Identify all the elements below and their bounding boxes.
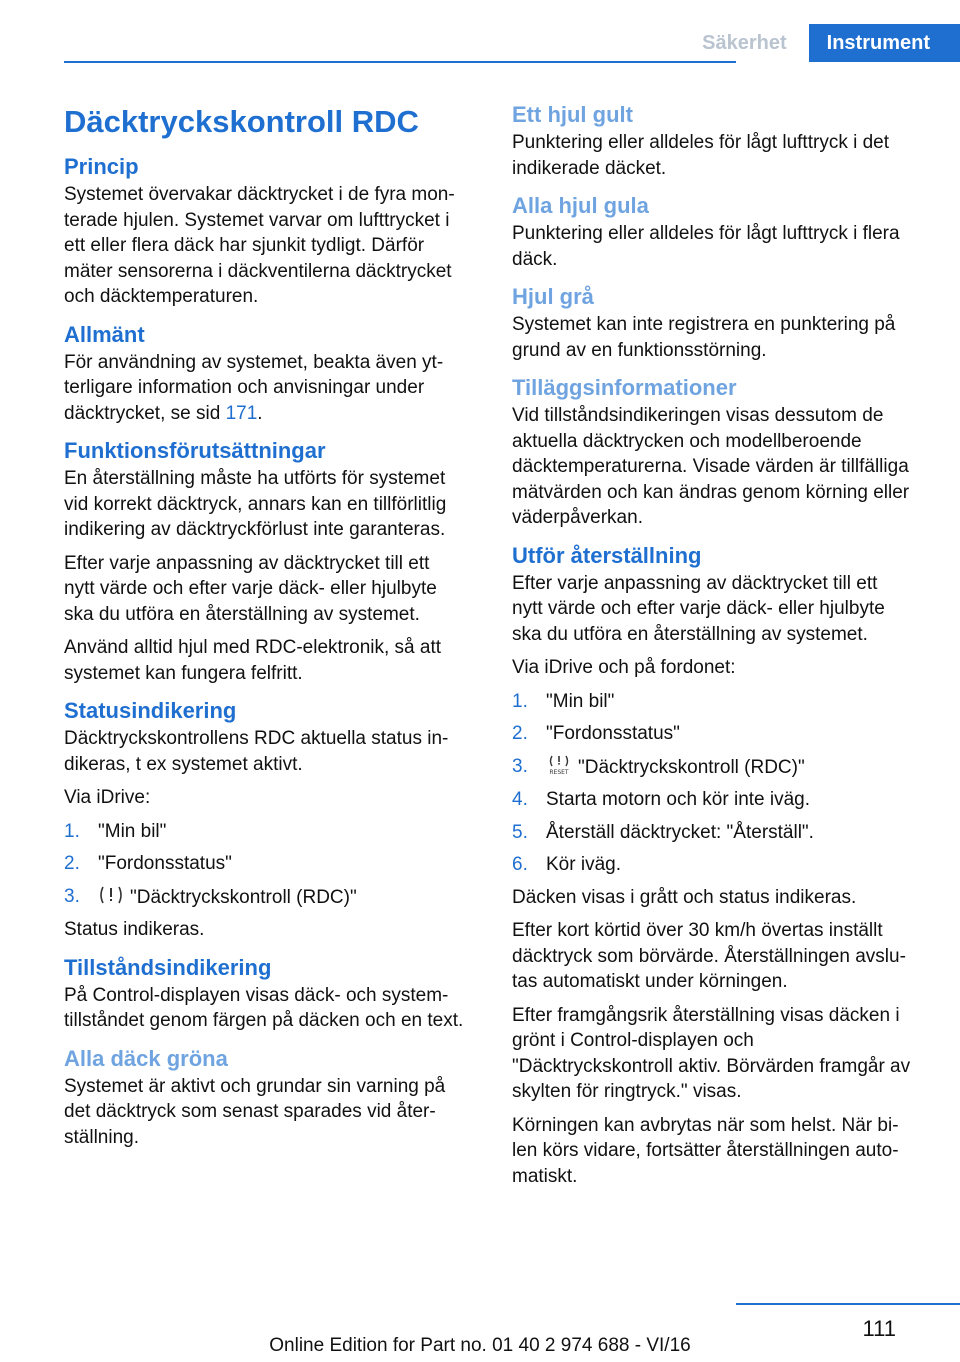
text-reset-5: Efter framgångsrik återställning visas däcken i grönt i Control-displayen och "Däcktryckskontroll aktiv. Börvärden framgår av skylten för ringtryck." visas. bbox=[512, 1004, 911, 1102]
step-text: Kör iväg. bbox=[546, 854, 621, 875]
section-ett-hjul-gult bbox=[512, 100, 912, 181]
heading-allmant: Allmänt bbox=[64, 321, 145, 347]
header-tabs bbox=[680, 24, 960, 62]
text-forutsattningar-1: En återställning måste ha utförts för systemet vid korrekt däcktryck, annars kan en tillförlitlig indikering av däcktryckförlust inte garanteras. bbox=[64, 468, 447, 540]
reset-icon-label: RESET bbox=[549, 768, 569, 776]
page-title: Däcktryckskontroll RDC bbox=[64, 104, 419, 139]
step-text: "Min bil" bbox=[98, 820, 167, 842]
section-allmant bbox=[64, 320, 464, 427]
heading-alla-dack-grona: Alla däck gröna bbox=[64, 1045, 228, 1071]
text-status-2: Via iDrive: bbox=[64, 787, 151, 808]
header-divider bbox=[64, 61, 736, 63]
section-forutsattningar bbox=[64, 436, 464, 686]
reset-steps-list bbox=[512, 689, 912, 878]
tab-instrument[interactable]: Instrument bbox=[809, 24, 960, 62]
section-alla-hjul-gula bbox=[512, 191, 912, 272]
text-forutsattningar-2: Efter varje anpassning av däcktrycket till ett nytt värde och efter varje däck- eller hjulbyte ska du utföra en återställning av systemet. bbox=[64, 552, 437, 625]
text-grona: Systemet är aktivt och grundar sin varning på det däcktryck som senast sparades vid återställning. bbox=[64, 1075, 446, 1148]
edition-footer: Online Edition for Part no. 01 40 2 974 688 - VI/16 bbox=[269, 1335, 691, 1356]
text-gra: Systemet kan inte registrera en punktering på grund av en funktionsstörning. bbox=[512, 314, 896, 361]
text-gula: Punktering eller alldeles för lågt lufttryck i flera däck. bbox=[512, 223, 900, 270]
list-item bbox=[512, 787, 912, 813]
allmant-text-before: För användning av systemet, beakta även ytterligare information och anvisningar under däcktrycket, se sid bbox=[64, 351, 444, 424]
heading-utfor-aterstallning: Utför återställning bbox=[512, 542, 702, 568]
text-gult: Punktering eller alldeles för lågt lufttryck i det indikerade däcket. bbox=[512, 132, 890, 179]
heading-tillaggsinformationer: Tilläggsinformationer bbox=[512, 375, 737, 400]
tire-pressure-reset-icon bbox=[546, 754, 572, 776]
section-alla-dack-grona bbox=[64, 1044, 464, 1151]
list-item bbox=[64, 851, 464, 877]
step-text: "Fordonsstatus" bbox=[546, 723, 680, 744]
heading-princip: Princip bbox=[64, 154, 139, 179]
section-statusindikering bbox=[64, 696, 464, 943]
section-princip bbox=[64, 152, 464, 310]
step-number: 1. bbox=[64, 820, 80, 842]
heading-tillstandsindikering: Tillståndsindikering bbox=[64, 954, 272, 980]
text-reset-6: Körningen kan avbrytas när som helst. När bilen körs vidare, fortsätter återställningen automatiskt. bbox=[512, 1114, 899, 1187]
footer-divider bbox=[736, 1303, 960, 1305]
list-item bbox=[512, 721, 912, 747]
left-column bbox=[64, 100, 464, 1160]
text-tillagg: Vid tillståndsindikeringen visas dessutom de aktuella däcktrycken och modellberoende däcktemperaturerna. Visade värden är tillfälliga mätvärden och kan ändras genom körning eller väderpåverkan. bbox=[512, 405, 910, 528]
step-number: 3. bbox=[512, 755, 528, 777]
status-steps-list bbox=[64, 819, 464, 911]
section-tillaggsinformationer bbox=[512, 373, 912, 531]
text-allmant bbox=[64, 350, 464, 427]
tire-pressure-warning-icon bbox=[98, 884, 124, 906]
step-number: 4. bbox=[512, 789, 528, 810]
step-text: "Fordonsstatus" bbox=[98, 853, 232, 874]
step-text: "Däcktryckskontroll (RDC)" bbox=[130, 886, 357, 908]
list-item bbox=[64, 819, 464, 845]
text-status-1: Däcktryckskontrollens RDC aktuella status indikeras, t ex systemet aktivt. bbox=[64, 728, 449, 775]
heading-forutsattningar: Funktionsförutsättningar bbox=[64, 438, 326, 463]
step-number: 2. bbox=[64, 853, 80, 874]
text-reset-1: Efter varje anpassning av däcktrycket till ett nytt värde och efter varje däck- eller hjulbyte ska du utföra en återställning av systemet. bbox=[512, 572, 885, 645]
heading-alla-hjul-gula: Alla hjul gula bbox=[512, 193, 649, 218]
step-number: 5. bbox=[512, 821, 528, 843]
heading-ett-hjul-gult: Ett hjul gult bbox=[512, 102, 633, 127]
text-princip: Systemet övervakar däcktrycket i de fyra monterade hjulen. Systemet varvar om lufttrycket i ett eller flera däck har sjunkit tydligt. Därför mäter sensorerna i däckventilerna däcktrycket och däcktemperaturen. bbox=[64, 184, 455, 307]
step-content bbox=[98, 884, 357, 911]
list-item bbox=[512, 754, 912, 781]
section-hjul-gra bbox=[512, 282, 912, 363]
step-text: "Däcktryckskontroll (RDC)" bbox=[578, 756, 805, 778]
step-number: 3. bbox=[64, 885, 80, 907]
step-text: Starta motorn och kör inte iväg. bbox=[546, 789, 811, 810]
section-utfor-aterstallning bbox=[512, 541, 912, 1190]
step-number: 2. bbox=[512, 723, 528, 744]
tab-sakerhet[interactable]: Säkerhet bbox=[680, 24, 809, 62]
page-reference-link[interactable]: 171 bbox=[225, 402, 258, 424]
list-item bbox=[64, 884, 464, 911]
step-number: 6. bbox=[512, 854, 528, 875]
page-number: 111 bbox=[862, 1316, 896, 1341]
step-content bbox=[546, 754, 805, 781]
text-forutsattningar-3: Använd alltid hjul med RDC-elektronik, så att systemet kan fungera felfritt. bbox=[64, 637, 442, 684]
text-status-3: Status indikeras. bbox=[64, 919, 205, 940]
text-reset-2: Via iDrive och på fordonet: bbox=[512, 657, 736, 678]
step-number: 1. bbox=[512, 690, 528, 712]
allmant-text-after: . bbox=[257, 402, 263, 424]
list-item bbox=[512, 852, 912, 878]
text-reset-3: Däcken visas i grått och status indikeras. bbox=[512, 886, 857, 908]
list-item bbox=[512, 820, 912, 846]
step-text: "Min bil" bbox=[546, 690, 615, 712]
step-text: Återställ däcktrycket: "Återställ". bbox=[546, 821, 814, 843]
list-item bbox=[512, 689, 912, 715]
heading-hjul-gra: Hjul grå bbox=[512, 284, 594, 309]
right-column bbox=[512, 100, 912, 1199]
text-reset-4: Efter kort körtid över 30 km/h övertas inställt däcktryck som börvärde. Återställningen avslutas automatiskt under körningen. bbox=[512, 920, 906, 992]
section-tillstandsindikering bbox=[64, 953, 464, 1034]
heading-statusindikering: Statusindikering bbox=[64, 698, 237, 723]
text-tillstand: På Control-displayen visas däck- och systemtillståndet genom färgen på däcken och en text. bbox=[64, 984, 464, 1031]
